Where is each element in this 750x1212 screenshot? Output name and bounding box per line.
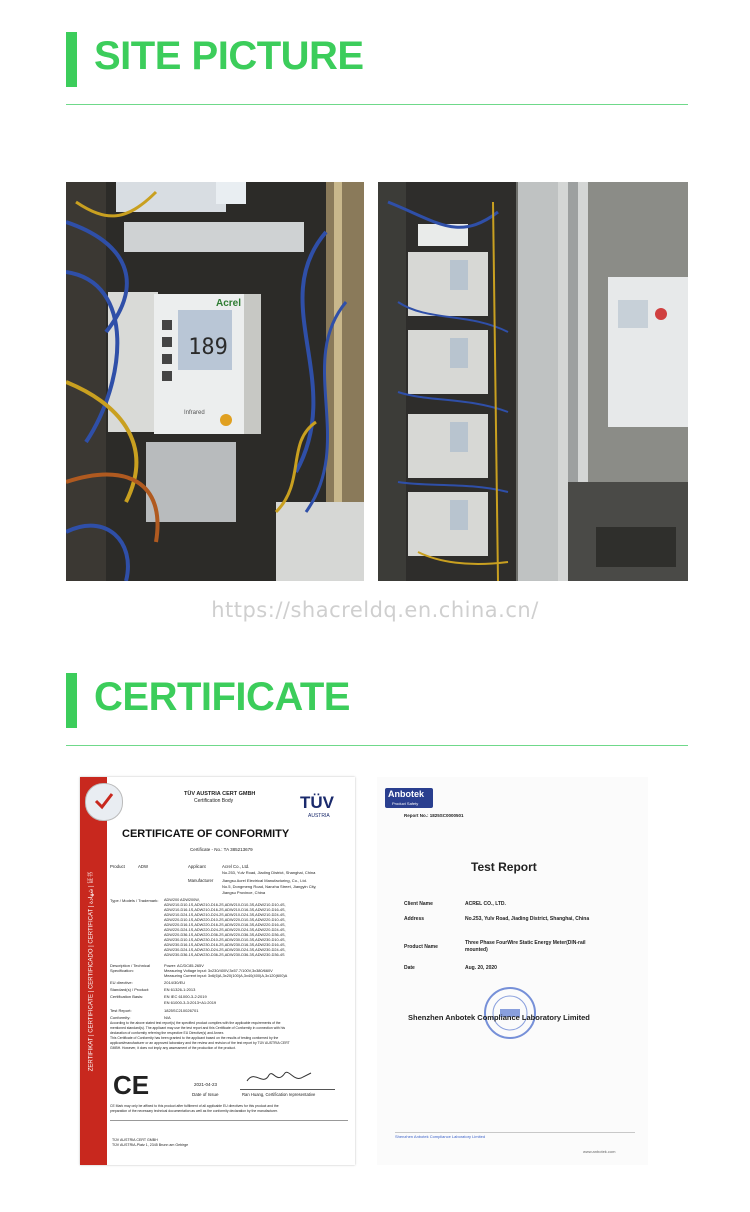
certificate-body-text: declaration of conformity referring the respective EU Directive(s) and Annex.	[110, 1031, 225, 1035]
meter-brand: Acrel	[216, 298, 242, 309]
certificate-type-line: ADW200 ADW200W,	[164, 898, 200, 902]
certificate-title: CERTIFICATE	[94, 675, 350, 719]
certificate-date-value: 2021-04-23	[194, 1082, 218, 1087]
certificate-check-icon	[94, 791, 114, 811]
watermark-url: https://shacreldq.en.china.cn/	[211, 598, 539, 622]
certificate-of-conformity-document	[80, 777, 355, 1165]
certificate-side-strip-text: ZERTIFIKAT | CERTIFICATE | CERTIFICADO | CERTIFICAT | شهادة | 证书	[88, 871, 95, 1072]
certificate-footer-rule	[110, 1120, 348, 1121]
certificate-desc-line: Power: AC/DC85-265V	[164, 963, 204, 968]
test-report-lab-name: Shenzhen Anbotek Compliance Laboratory Limited	[408, 1013, 590, 1022]
certificate-type-line: ADW230-D10-1S,ADW230-D10-2S,ADW230-D10-3S,ADW230-D10-4S,	[164, 938, 286, 942]
test-report-client-label: Client Name	[404, 901, 433, 907]
ce-mark: CE	[113, 1070, 150, 1100]
test-report-client-value: ACREL CO., LTD.	[465, 901, 506, 907]
site-photo-right	[378, 182, 688, 581]
certificate-type-line: ADW230-D24-1S,ADW230-D24-2S,ADW230-D24-3S,ADW230-D24-4S,	[164, 948, 286, 952]
tuv-logo: TÜV	[300, 793, 334, 812]
certificate-title-text: CERTIFICATE OF CONFORMITY	[122, 828, 290, 840]
certificate-type-line: ADW210-D24-1S,ADW210-D24-2S,ADW210-D24-3S,ADW210-D24-4S,	[164, 913, 286, 917]
certificate-issuer-name: TÜV AUSTRIA CERT GMBH	[184, 791, 256, 797]
meter-model: Infrared	[184, 410, 205, 416]
site-picture-title: SITE PICTURE	[94, 34, 364, 78]
certificate-applicant-label: Applicant	[188, 864, 206, 869]
test-report-number: Report No.: 1825SC0000501	[404, 813, 464, 818]
site-photo-left	[66, 182, 364, 581]
certificate-type-line: ADW230-D36-1S,ADW230-D36-2S,ADW230-D36-3S,ADW230-D36-4S	[164, 953, 285, 957]
certificate-type-line: ADW220-D36-1S,ADW220-D36-2S,ADW220-D36-3S,ADW220-D36-4S,	[164, 933, 286, 937]
site-picture-accent-bar	[66, 32, 77, 87]
certificate-type-line: ADW210-D10-1S,ADW210-D16-2S,ADW210-D10-3S,ADW210-D10-4S,	[164, 903, 286, 907]
certificate-type-line: ADW210-D16-1S,ADW210-D16-2S,ADW210-D16-3S,ADW210-D16-4S,	[164, 908, 286, 912]
certificate-type-line: ADW230-D16-1S,ADW230-D16-2S,ADW230-D16-3S,ADW230-D16-4S,	[164, 943, 286, 947]
certificate-standard-value: EN 61326-1:2013	[164, 987, 196, 992]
test-report-document	[377, 777, 648, 1165]
certificate-desc-label: Description / Technical Specification:	[110, 963, 150, 973]
certificate-directive-value: 2014/30/EU	[164, 980, 186, 985]
certificate-applicant-value: Acrel Co., Ltd.	[222, 864, 250, 869]
certificate-footer-note: CE Mark may only be affixed to this product after fulfilment of all applicable EU directives for this product and the	[110, 1104, 279, 1108]
test-report-title: Test Report	[471, 860, 537, 874]
certificate-product-value: ADW	[138, 864, 149, 869]
certificate-number: Certificate - No.: TA 385213679	[190, 847, 253, 852]
certificate-footer-addr: TÜV AUSTRIA CERT GMBH	[112, 1138, 158, 1142]
certificate-product-label: Product	[110, 864, 125, 869]
certificate-type-label: Type / Models / Trademark:	[110, 898, 159, 903]
certificate-basis-value: EN 61000-3-3:2013+A1:2019	[164, 1000, 217, 1005]
certificate-type-line: ADW220-D16-1S,ADW220-D16-2S,ADW220-D16-3S,ADW220-D16-4S,	[164, 923, 286, 927]
certificate-manufacturer-addr1: No.5, Dongmeng Road, Nanzha Street, Jiangyin City,	[222, 884, 317, 889]
certificate-issuer-sub: Certification Body	[194, 798, 234, 804]
test-report-footer-rule	[395, 1132, 635, 1133]
certificate-header	[66, 673, 688, 747]
site-photo-left-drawing	[66, 182, 364, 581]
test-report-product-label: Product Name	[404, 944, 438, 950]
certificate-applicant-addr: No.253, Yulv Road, Jiading District, Shanghai, China	[222, 870, 316, 875]
certificate-divider	[66, 745, 688, 746]
certificate-date-label: Date of Issue	[192, 1092, 219, 1097]
certificate-manufacturer-label: Manufacturer	[188, 878, 214, 883]
site-photo-right-drawing	[378, 182, 688, 581]
test-report-address-label: Address	[404, 916, 425, 922]
certificate-body-text: This Certificate of Conformity has been granted to the applicant based on the results of testing conformed by the	[110, 1036, 279, 1040]
certificate-type-line: ADW220-D24-1S,ADW220-D24-2S,ADW220-D24-3S,ADW220-D24-4S,	[164, 928, 286, 932]
certificate-signature	[245, 1067, 315, 1089]
certificate-basis-label: Certification Basis:	[110, 994, 144, 999]
certificate-body-text: GMBH. However, it does not imply any assessment of the production of the product.	[110, 1046, 236, 1050]
test-report-date-label: Date	[404, 965, 415, 971]
test-report-website: www.anbotek.com	[583, 1149, 616, 1154]
tuv-logo-sub: AUSTRIA	[308, 813, 330, 819]
site-picture-divider	[66, 104, 688, 105]
certificate-footer-note: preparation of the necessary technical documentation as well as the conformity declaration by the manufacturer.	[110, 1109, 278, 1113]
test-report-footer: Shenzhen Anbotek Compliance Laboratory Limited	[395, 1134, 486, 1139]
certificate-report-label: Test Report:	[110, 1008, 132, 1013]
certificate-body-text: applicant/manufacturer or an approved laboratory and the review and revision of the test report by TÜV AUSTRIA CERT	[110, 1041, 290, 1045]
certificate-signer: Ran Huang, Certification representative	[242, 1092, 316, 1097]
anbotek-logo-sub: Product Safety	[392, 801, 419, 806]
certificate-manufacturer-value: Jiangsu Acrel Electrical Manufacturing, Co., Ltd.	[222, 878, 307, 883]
certificate-report-value: 1825SC210026701	[164, 1008, 199, 1013]
certificate-directive-label: EU directive:	[110, 980, 133, 985]
certificate-type-line: ADW220-D10-1S,ADW220-D10-2S,ADW220-D10-3S,ADW220-D10-4S,	[164, 918, 286, 922]
certificate-manufacturer-addr2: Jiangsu Province, China	[222, 890, 266, 895]
certificate-signature-line	[240, 1089, 335, 1090]
site-picture-header	[66, 32, 688, 106]
certificate-desc-line: Measuring Current input: 3x6(6)A,3x20(100)A,3x40(400)A,3x120(600)A	[164, 973, 288, 978]
test-report-product-value: Three Phase FourWire Static Energy Meter(DIN-rail	[465, 940, 586, 946]
certificate-body-text: According to the above stated test report(s) the specified product complies with the applicable requirements of the	[110, 1021, 281, 1025]
certificate-conformity-value: N/A	[164, 1015, 171, 1020]
certificate-body-text: mentioned standard(s). The applicant may use the test report and this Certificate of Conformity in connection with his	[110, 1026, 286, 1030]
meter-reading: 189	[188, 335, 228, 360]
certificate-conformity-label: Conformity:	[110, 1015, 131, 1020]
certificate-standard-label: Standard(s) / Product:	[110, 987, 150, 992]
certificate-footer-addr: TÜV AUSTRIA-Platz 1, 2345 Brunn am Gebirge	[112, 1143, 189, 1147]
test-report-date-value: Aug. 20, 2020	[465, 965, 497, 971]
certificate-accent-bar	[66, 673, 77, 728]
test-report-address-value: No.253, Yulv Road, Jiading District, Shanghai, China	[465, 916, 590, 922]
certificate-desc-line: Measuring Voltage input: 3x230/400V,3x57.7/100V,3x380/660V	[164, 968, 273, 973]
certificate-basis-value: EN IEC 61000-3-2:2019	[164, 994, 207, 999]
test-report-product-value: mounted)	[465, 947, 488, 953]
anbotek-logo: Anbotek	[388, 789, 424, 799]
